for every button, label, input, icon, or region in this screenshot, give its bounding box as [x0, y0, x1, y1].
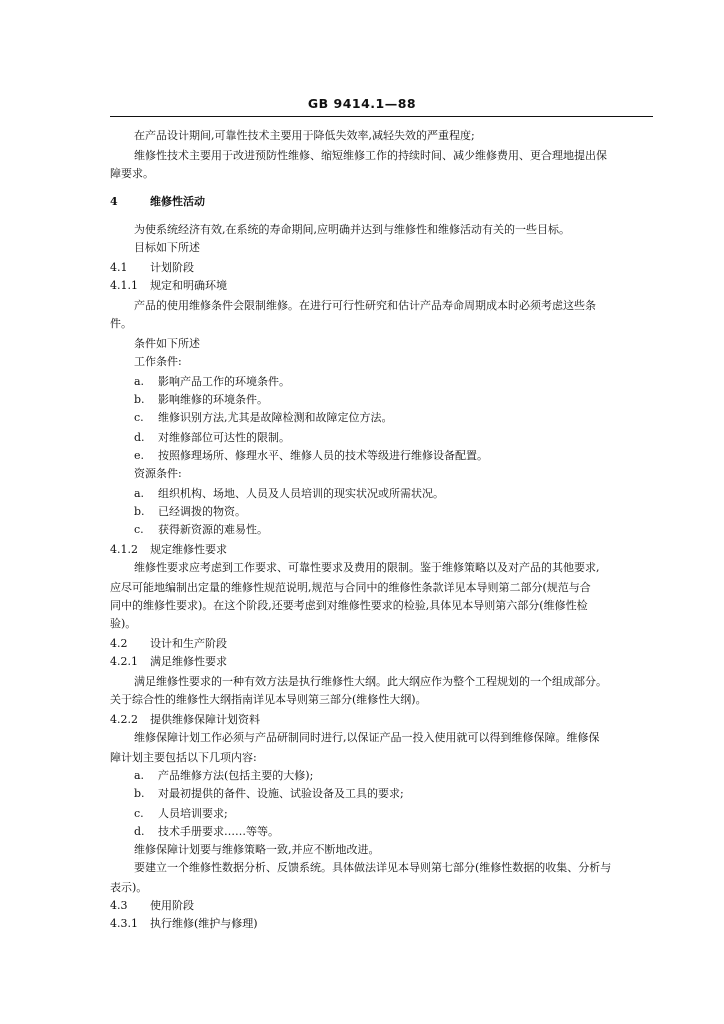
section-title: 执行维修(维护与修理) [150, 917, 258, 930]
paragraph-line: 维修性要求应考虑到工作要求、可靠性要求及费用的限制。鉴于维修策略以及对产品的其他要求, [134, 561, 600, 574]
section-heading-4-2-2 [110, 712, 260, 728]
paragraph-line: 条件如下所述 [134, 337, 200, 350]
section-number: 4.1.2 [110, 543, 138, 556]
list-marker: a. [134, 487, 145, 500]
section-number: 4.1 [110, 261, 128, 274]
list-marker: a. [134, 769, 145, 782]
section-heading-4-3 [110, 898, 194, 914]
section-heading-4-1-2 [110, 542, 227, 558]
section-heading-4-3-1 [110, 916, 258, 932]
section-title: 提供维修保障计划资料 [150, 713, 260, 726]
section-number: 4.3 [110, 899, 128, 912]
list-marker: b. [134, 393, 145, 406]
section-number: 4.2.2 [110, 713, 138, 726]
section-number: 4 [110, 195, 118, 208]
list-marker: c. [134, 523, 144, 536]
list-marker: a. [134, 375, 145, 388]
section-number: 4.1.1 [110, 279, 138, 292]
section-heading-4-2 [110, 636, 227, 652]
section-number: 4.2.1 [110, 655, 138, 668]
list-text: 获得新资源的难易性。 [158, 523, 268, 536]
list-text: 对维修部位可达性的限制。 [158, 431, 290, 444]
paragraph-line: 表示)。 [110, 881, 148, 894]
list-text: 按照修理场所、修理水平、维修人员的技术等级进行维修设备配置。 [158, 449, 488, 462]
section-title: 规定维修性要求 [150, 543, 227, 556]
document-header: GB 9414.1—88 [307, 96, 417, 111]
list-text: 影响维修的环境条件。 [158, 393, 268, 406]
list-marker: d. [134, 825, 145, 838]
paragraph-line: 维修保障计划要与维修策略一致,并应不断地改进。 [134, 843, 380, 856]
list-marker: b. [134, 787, 145, 800]
paragraph-line: 件。 [110, 317, 132, 330]
list-text: 对最初提供的备件、设施、试验设备及工具的要求; [158, 787, 404, 800]
section-heading-4-2-1 [110, 654, 227, 670]
section-heading-4-1-1 [110, 278, 227, 294]
list-text: 产品维修方法(包括主要的大修); [158, 769, 314, 782]
paragraph-line: 同中的维修性要求)。在这个阶段,还要考虑到对维修性要求的检验,具体见本导则第六部分(维修性检 [110, 599, 588, 612]
paragraph-line: 目标如下所述 [134, 241, 200, 254]
list-marker: b. [134, 505, 145, 518]
paragraph-line: 在产品设计期间,可靠性技术主要用于降低失效率,减轻失效的严重程度; [134, 129, 475, 142]
section-title: 设计和生产阶段 [150, 637, 227, 650]
section-number: 4.2 [110, 637, 128, 650]
section-title: 满足维修性要求 [150, 655, 227, 668]
paragraph-line: 维修保障计划工作必须与产品研制同时进行,以保证产品一投入使用就可以得到维修保障。维修保 [134, 731, 600, 744]
list-text: 维修识别方法,尤其是故障检测和故障定位方法。 [158, 411, 393, 424]
section-title: 计划阶段 [150, 261, 194, 274]
paragraph-line: 产品的使用维修条件会限制维修。在进行可行性研究和估计产品寿命周期成本时必须考虑这些条 [134, 299, 596, 312]
paragraph-line: 验)。 [110, 617, 137, 630]
list-text: 组织机构、场地、人员及人员培训的现实状况或所需状况。 [158, 487, 444, 500]
paragraph-line: 满足维修性要求的一种有效方法是执行维修性大纲。此大纲应作为整个工程规划的一个组成部分。 [134, 675, 607, 688]
paragraph-line: 障要求。 [110, 167, 154, 180]
list-marker: e. [134, 449, 145, 462]
paragraph-line: 要建立一个维修性数据分析、反馈系统。具体做法详见本导则第七部分(维修性数据的收集、分析与 [134, 861, 612, 874]
list-marker: d. [134, 431, 145, 444]
list-label: 资源条件: [134, 467, 182, 480]
list-text: 已经调拨的物资。 [158, 505, 246, 518]
list-text: 技术手册要求……等等。 [158, 825, 279, 838]
section-number: 4.3.1 [110, 917, 138, 930]
section-title: 使用阶段 [150, 899, 194, 912]
paragraph-line: 应尽可能地编制出定量的维修性规范说明,规范与合同中的维修性条款详见本导则第二部分(规范与合 [110, 581, 591, 594]
list-text: 影响产品工作的环境条件。 [158, 375, 290, 388]
header-rule [110, 116, 653, 117]
paragraph-line: 为使系统经济有效,在系统的寿命期间,应明确并达到与维修性和维修活动有关的一些目标。 [134, 223, 570, 236]
list-marker: c. [134, 411, 144, 424]
paragraph-line: 维修性技术主要用于改进预防性维修、缩短维修工作的持续时间、减少维修费用、更合理地提出保 [134, 149, 607, 162]
section-heading-4 [110, 194, 205, 210]
list-label: 工作条件: [134, 355, 182, 368]
section-heading-4-1 [110, 260, 194, 276]
section-title: 维修性活动 [150, 195, 205, 208]
paragraph-line: 障计划主要包括以下几项内容: [110, 751, 257, 764]
list-text: 人员培训要求; [158, 807, 228, 820]
section-title: 规定和明确环境 [150, 279, 227, 292]
paragraph-line: 关于综合性的维修性大纲指南详见本导则第三部分(维修性大纲)。 [110, 693, 427, 706]
list-marker: c. [134, 807, 144, 820]
